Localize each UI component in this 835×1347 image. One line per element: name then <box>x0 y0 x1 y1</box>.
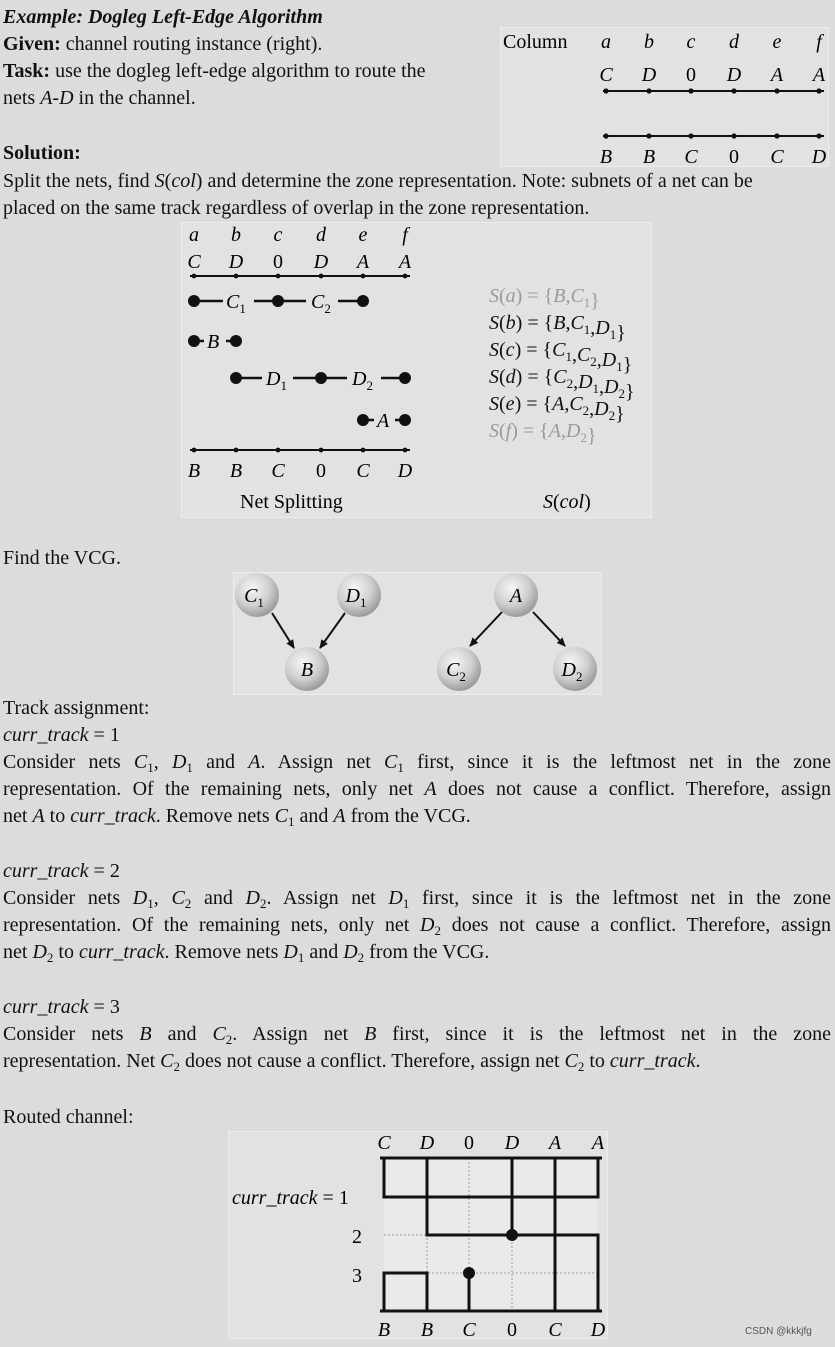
channel-instance-figure <box>0 0 835 170</box>
routed-bottom-pin: C <box>462 1319 476 1341</box>
step3-line-2: representation. Net $C_2$ does not cause a conflict. Therefore, assign net $C_2$ to curr_track. <box>3 1050 701 1074</box>
bottom-pin: 0 <box>729 146 739 168</box>
given-line: Given: channel routing instance (right). <box>3 33 323 55</box>
routed-top-pin: A <box>591 1132 605 1154</box>
net-splitting-caption: Net Splitting <box>240 491 343 513</box>
vcg-node-d2 <box>553 647 597 691</box>
vcg-node-c1 <box>235 573 279 617</box>
subnet-c1: $C_1$ <box>226 291 246 316</box>
split-bottom-pin: C <box>356 460 370 482</box>
top-pin: 0 <box>686 64 696 86</box>
split-column: c <box>273 224 283 246</box>
split-bottom-pin: C <box>271 460 285 482</box>
vcg-node-b <box>285 647 329 691</box>
column-label: Column <box>503 31 568 53</box>
scol-row-a: $S(a) = \{B,C_1\}$ <box>489 285 600 312</box>
bottom-pin: B <box>642 146 656 168</box>
solution-heading: Solution: <box>3 142 81 164</box>
bottom-pin: C <box>684 146 698 168</box>
task-line-1: Task: use the dogleg left-edge algorithm to route the <box>3 60 426 82</box>
subnet-d1: $D_1$ <box>266 368 287 393</box>
routed-bottom-pin: B <box>420 1319 434 1341</box>
vcg-edge-c1-b <box>272 613 294 648</box>
split-top-pin: A <box>398 251 412 273</box>
column-b: b <box>644 31 654 53</box>
split-column: a <box>189 224 199 246</box>
pin-dot <box>272 295 284 307</box>
via-dot <box>463 1267 475 1279</box>
bottom-pin: C <box>770 146 784 168</box>
routed-top-pin: D <box>504 1132 520 1154</box>
step2-line-2: representation. Of the remaining nets, only net $D_2$ does not cause a conflict. Therefore, assign <box>3 914 831 938</box>
split-bottom-pin: B <box>229 460 243 482</box>
pin-dot <box>357 295 369 307</box>
vcg-edge-a-c2 <box>470 612 502 646</box>
step3-line-1: Consider nets B and $C_2$. Assign net B first, since it is the leftmost net in the zone <box>3 1023 831 1047</box>
split-top-pin: 0 <box>273 251 283 273</box>
curr-track-2: curr_track = 2 <box>3 860 120 882</box>
top-pin: C <box>599 64 613 86</box>
split-top-pin: A <box>356 251 370 273</box>
column-a: a <box>601 31 611 53</box>
split-column: f <box>402 224 408 246</box>
routed-track-2-label: 2 <box>352 1226 362 1248</box>
subnet-c2: $C_2$ <box>311 291 331 316</box>
routed-top-pin: C <box>377 1132 391 1154</box>
scol-row-e: $S(e) = \{A,C_2,D_2\}$ <box>489 393 625 425</box>
scol-row-b: $S(b) = \{B,C_1,D_1\}$ <box>489 312 626 344</box>
scol-row-d: $S(d) = \{C_2,D_1,D_2\}$ <box>489 366 635 403</box>
pin-dot <box>357 414 369 426</box>
split-text-line-1: Split the nets, find S(col) and determine the zone representation. Note: subnets of a net can be <box>3 170 753 192</box>
split-bottom-pin: B <box>187 460 201 482</box>
pin-dot <box>188 335 200 347</box>
vcg-node-c2 <box>437 647 481 691</box>
split-top-pin: D <box>228 251 244 273</box>
vcg-edge-a-d2 <box>533 612 565 646</box>
curr-track-1: curr_track = 1 <box>3 724 120 746</box>
top-pin: D <box>726 64 742 86</box>
svg-text:A: A <box>509 585 523 607</box>
column-d: d <box>729 31 739 53</box>
routed-bottom-pin: C <box>548 1319 562 1341</box>
scol-caption: S(col) <box>543 491 591 513</box>
scol-row-c: $S(c) = \{C_1,C_2,D_1\}$ <box>489 339 633 376</box>
routed-top-pin: A <box>548 1132 562 1154</box>
subnet-b: B <box>207 331 220 353</box>
svg-text:C2: $C_2$ <box>446 659 466 684</box>
step1-line-2: representation. Of the remaining nets, only net A does not cause a conflict. Therefore, assign <box>3 778 832 800</box>
pin-dot <box>315 372 327 384</box>
routed-top-pin: D <box>419 1132 435 1154</box>
subnet-d2: $D_2$ <box>352 368 373 393</box>
pin-dot <box>399 414 411 426</box>
top-pin: A <box>770 64 784 86</box>
svg-text:B: B <box>300 659 314 681</box>
pin-dot <box>188 295 200 307</box>
vcg-heading: Find the VCG. <box>3 547 121 569</box>
track-heading: Track assignment: <box>3 697 150 719</box>
routed-channel-figure <box>0 1125 835 1347</box>
split-column: b <box>231 224 241 246</box>
split-bottom-pin: D <box>397 460 413 482</box>
pin-dot <box>230 372 242 384</box>
scol-list <box>489 285 635 447</box>
split-text-line-2: placed on the same track regardless of overlap in the zone representation. <box>3 197 590 219</box>
step2-line-1: Consider nets $D_1$, $C_2$ and $D_2$. Assign net $D_1$ first, since it is the leftmost net in the zone <box>3 887 832 911</box>
bottom-pin: D <box>811 146 827 168</box>
top-pin: A <box>812 64 826 86</box>
step1-line-3: net A to curr_track. Remove nets $C_1$ and A from the VCG. <box>3 805 471 829</box>
vcg-edge-d1-b <box>320 613 345 648</box>
pin-dot <box>230 335 242 347</box>
bottom-pin: B <box>599 146 613 168</box>
routed-bottom-pin: D <box>590 1319 606 1341</box>
step2-line-3: net $D_2$ to curr_track. Remove nets $D_1$ and $D_2$ from the VCG. <box>3 941 490 965</box>
routed-heading: Routed channel: <box>3 1106 134 1128</box>
routed-bottom-pin: 0 <box>507 1319 517 1341</box>
task-line-2: nets A-D in the channel. <box>3 87 196 109</box>
split-column: e <box>358 224 368 246</box>
scol-row-f: $S(f) = \{A,D_2\}$ <box>489 420 597 447</box>
svg-text:D1: $D_1$ <box>345 585 367 610</box>
curr-track-3: curr_track = 3 <box>3 996 120 1018</box>
example-title: Example: Dogleg Left-Edge Algorithm <box>3 6 323 28</box>
via-dot <box>506 1229 518 1241</box>
split-top-pin: D <box>313 251 329 273</box>
split-top-pin: C <box>187 251 201 273</box>
vcg-node-a <box>494 573 538 617</box>
vcg-node-d1 <box>337 573 381 617</box>
routed-bottom-pin: B <box>377 1319 391 1341</box>
step1-line-1: Consider nets $C_1$, $D_1$ and A. Assign net $C_1$ first, since it is the leftmost net in the zone <box>3 751 832 775</box>
top-pin: D <box>641 64 657 86</box>
svg-text:D2: $D_2$ <box>561 659 583 684</box>
column-f: f <box>816 31 822 53</box>
subnet-a: A <box>377 410 390 432</box>
split-bottom-pin: 0 <box>316 460 326 482</box>
split-column: d <box>316 224 326 246</box>
routed-top-pin: 0 <box>464 1132 474 1154</box>
routed-track-1-label: curr_track = 1 <box>232 1187 349 1209</box>
watermark: CSDN @kkkjfg <box>745 1326 812 1337</box>
column-c: c <box>686 31 696 53</box>
pin-dot <box>399 372 411 384</box>
svg-text:C1: $C_1$ <box>244 585 264 610</box>
net-splitting-figure <box>0 215 835 520</box>
routed-track-3-label: 3 <box>352 1265 362 1287</box>
column-e: e <box>772 31 782 53</box>
vcg-figure <box>0 560 835 700</box>
